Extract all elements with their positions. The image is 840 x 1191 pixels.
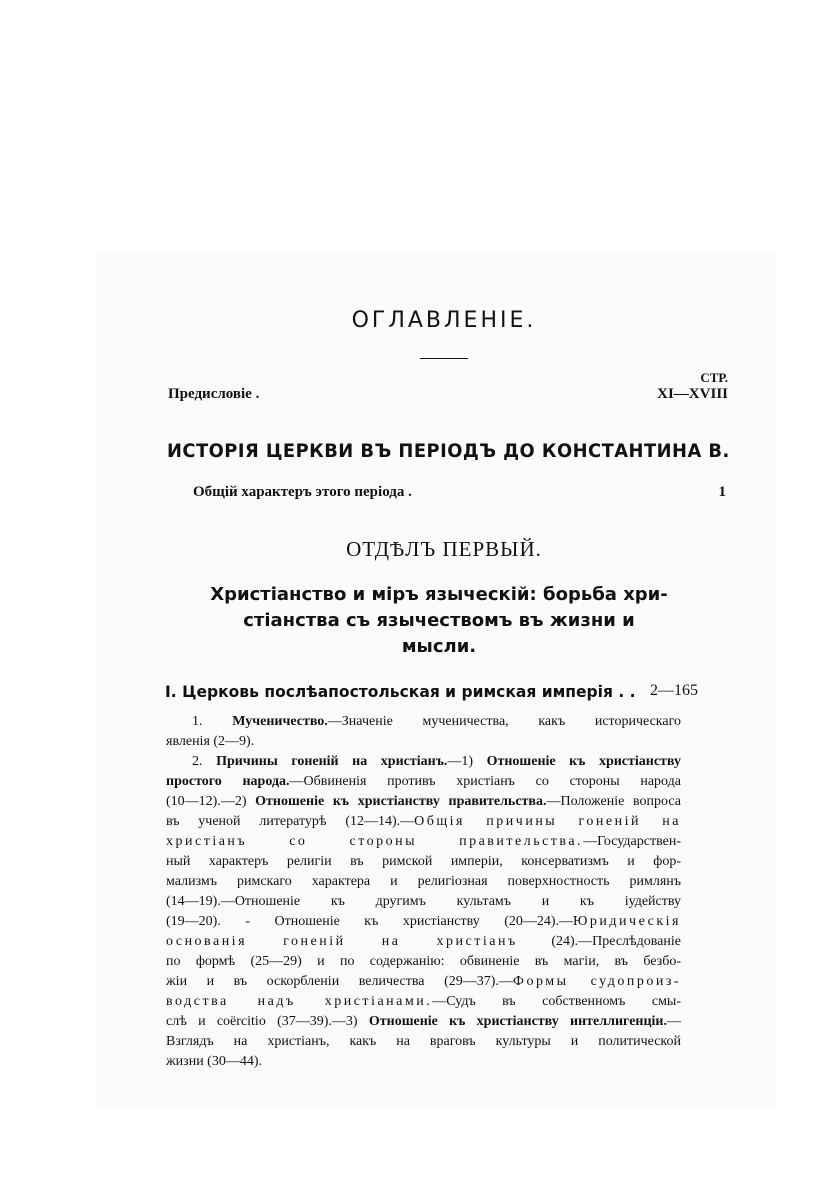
text-line [166, 1052, 681, 1072]
text-line [166, 712, 681, 732]
text-span: (14—19).—Отношеніе къ другимъ культамъ и къ іудейству [166, 894, 681, 909]
text-span: —Значеніе мученичества, какъ историческаго [327, 714, 681, 729]
text-line [166, 872, 681, 892]
text-line [166, 772, 681, 792]
text-span: 2. [192, 754, 217, 769]
text-line [166, 932, 681, 952]
text-line [166, 952, 681, 972]
text-span: —Судъ въ собственномъ смы- [432, 994, 681, 1009]
text-span: (24).—Преслѣдованіе [517, 934, 681, 949]
text-line [166, 912, 681, 932]
text-line [166, 732, 681, 752]
chapter-heading [165, 682, 636, 701]
chapter-leader-dots: . . [612, 682, 636, 701]
text-line [166, 752, 681, 772]
text-span: —Обвиненія противъ христіанъ со стороны народа [289, 774, 681, 789]
page-column-label: СТР. [700, 370, 728, 385]
chapter-heading-text: I. Церковь послѣапостольская и римская имперія [165, 682, 613, 701]
title-divider [420, 358, 468, 359]
toc-entry-preface-pages: XI—XVIII [657, 386, 728, 402]
text-span: ный характеръ религіи въ римской имперіи, консерватизмъ и фор- [166, 854, 681, 869]
toc-entry-general-label: Общій характеръ этого періода . [193, 484, 412, 500]
text-span: (10—12).—2) [166, 794, 256, 809]
topic-bold: Мученичество. [232, 714, 328, 729]
chapter-contents-paragraph [166, 712, 681, 1072]
text-span: — [667, 1014, 681, 1029]
text-span: —Государствен- [583, 834, 681, 849]
text-span: —1) [447, 754, 487, 769]
text-span: Взглядъ на христіанъ, какъ на враговъ культуры и политической [166, 1034, 681, 1049]
spaced-topic: основанія гоненій на христіанъ [166, 934, 518, 949]
toc-entry-preface-label: Предисловіе . [168, 386, 260, 402]
text-span: явленія (2—9). [166, 734, 255, 749]
text-line [166, 812, 681, 832]
text-span: жизни (30—44). [166, 1054, 263, 1069]
text-line [166, 792, 681, 812]
text-line [166, 832, 681, 852]
text-span: слѣ и coërcitio (37—39).—3) [166, 1014, 369, 1029]
text-line [166, 1032, 681, 1052]
text-line [166, 992, 681, 1012]
text-span: (19—20). - Отношеніе къ христіанству (20—24).— [166, 914, 574, 929]
spaced-topic: христіанъ со стороны правительства. [166, 834, 584, 849]
text-span: мализмъ римскаго характера и религіозная поверхностность римлянъ [166, 874, 681, 889]
text-line [166, 972, 681, 992]
toc-entry-general-page: 1 [718, 484, 726, 500]
text-span: по формѣ (25—29) и по содержанію: обвиненіе въ магіи, въ безбо- [166, 954, 681, 969]
text-span: въ ученой литературѣ (12—14).— [166, 814, 415, 829]
part-heading: ОТДѢЛЪ ПЕРВЫЙ. [346, 537, 542, 561]
page-title: ОГЛАВЛЕНІЕ. [351, 308, 537, 333]
topic-bold: Причины гоненій на христіанъ. [216, 754, 448, 769]
text-line [166, 892, 681, 912]
topic-bold: Отношеніе къ христіанству правительства. [255, 794, 547, 809]
section-heading: ИСТОРІЯ ЦЕРКВИ ВЪ ПЕРІОДЪ ДО КОНСТАНТИНА В. [167, 440, 730, 462]
text-line [166, 852, 681, 872]
part-subtitle-line: Христіанство и міръ языческій: борьба хри- [210, 584, 668, 605]
text-line [166, 1012, 681, 1032]
part-subtitle [150, 582, 728, 660]
topic-bold: Отношеніе къ христіанству [486, 754, 682, 769]
topic-bold: Отношеніе къ христіанству интеллигенціи. [368, 1014, 667, 1029]
part-subtitle-line: стіанства съ язычествомъ въ жизни и [243, 610, 635, 631]
topic-bold: простого народа. [166, 774, 290, 789]
spaced-topic: водства надъ христіанами. [166, 994, 433, 1009]
chapter-pages: 2—165 [650, 682, 698, 699]
text-span: жіи и въ оскорбленіи величества (29—37).— [166, 974, 513, 989]
text-span: —Положеніе вопроса [546, 794, 681, 809]
text-span: 1. [192, 714, 233, 729]
part-subtitle-line: мысли. [401, 636, 477, 657]
spaced-topic: Формы судопроиз- [512, 974, 682, 989]
spaced-topic: Юридическія [573, 914, 681, 929]
spaced-topic: Общія причины гоненій на [414, 814, 681, 829]
